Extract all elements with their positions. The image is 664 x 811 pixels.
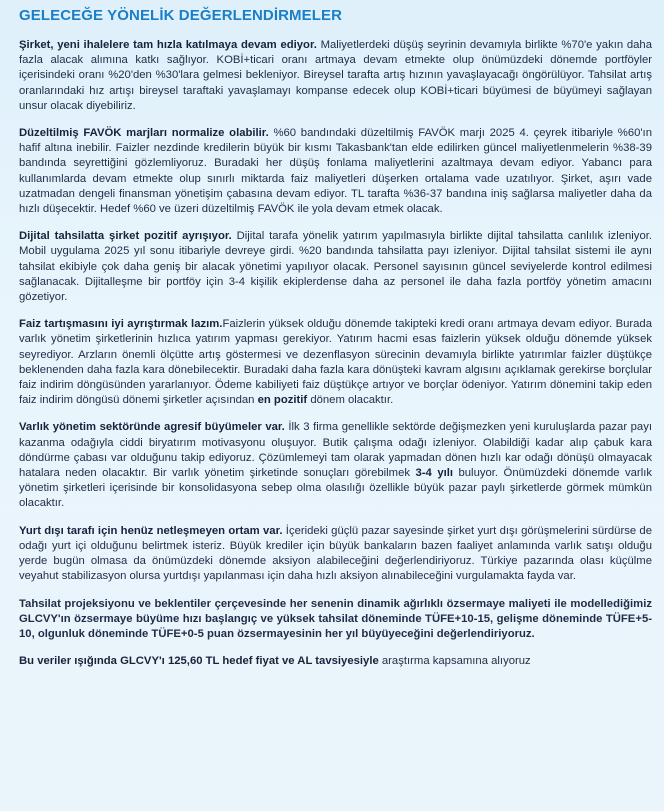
paragraph-body: Dijital tarafa yönelik yatırım yapılmasıyla birlikte dijital tahsilatta canlılık izleniyor. Mobil uygulama 2025 yıl sonu itibariyle devreye girdi. %20 bandında tahsilatta payı izleniyor. Dijital tahsilat sistemi ile aynı tahsilat ekibiyle çok daha geniş bir alacak yönetimi yapılıyor olacak. Personel sayısının güncel seviyelerde kontrol edilmesi sağlanacak. Dijitalleşme bir portföy için 3-4 kişilik ekiplerdense daha az personel ile daha fazla portföy yönetim amacını gözetiyor. [19,230,652,304]
paragraph-aggressive-growth [19,420,652,511]
emphasis-text: en pozitif [257,394,308,407]
paragraph-projection: Tahsilat projeksiyonu ve beklentiler çerçevesinde her senenin dinamik ağırlıklı özsermaye maliyeti ile modellediğimiz GLCVY'ın özsermaye büyüme hızı başlangıç ve yüksek tahsilat döneminde TÜFE+10-15, gelişme döneminde TÜFE+5-10, olgunluk döneminde TÜFE+0-5 puan özsermayesinin her yıl büyüyeceğini değerlendiriyoruz. [19,597,652,640]
paragraph-tenders [19,38,652,114]
paragraph-lead: Yurt dışı tarafı için henüz netleşmeyen ortam var. [19,524,283,537]
paragraph-lead: Düzeltilmiş FAVÖK marjları normalize olabilir. [19,127,269,140]
paragraph-digital-collection [19,229,652,305]
paragraph-tail: dönem olacaktır. [307,394,394,407]
paragraph-body: Maliyetlerdeki düşüş seyrinin devamıyla birlikte %70'e yakın daha fazla alacak alımına katkı sağlıyor. KOBİ+ticari oranı artmaya devam etmekte olup önümüzdeki dönemde portföyler içerisindeki oranı %20'den %30'lara gelmesi bekleniyor. Bireysel tarafta artış hızının yavaşlayacağı öngörülüyor. Tahsilat artış oranlarındaki hız artışı bireysel taraftaki yavaşlamayı kompanse edecek olup KOBİ+ticari büyümesi de büyümeyi sağlayan unsur olacak diyebiliriz. [19,39,652,112]
paragraph-body: İlk 3 firma genellikle sektörde değişmezken yeni kuruluşlarda pazar payı kazanma odağıyla ciddi biryatırım motivasyonu oluşuyor. Butik çalışma odağı izleniyor. Olabildiği kadar alıp çabuk kara döndürme çabası var olduğunu takip ediyoruz. Çözümlemeyi tam olarak yapmadan dönen hızlı kar odağı dönüşü olmayacak hatalara neden olacaktır. Bir varlık yönetim şirketinde sonuçları görebilmek [19,421,653,480]
paragraph-lead: Dijital tahsilatta şirket pozitif ayrışıyor. [19,230,232,243]
paragraph-conclusion [19,654,652,669]
paragraph-lead: Faiz tartışmasını iyi ayrıştırmak lazım. [19,318,223,331]
paragraph-favok-margins [19,126,652,217]
conclusion-lead: Bu veriler ışığında GLCVY'ı 125,60 TL hedef fiyat ve AL tavsiyesiyle [19,655,379,668]
paragraph-body: İçerideki güçlü pazar sayesinde şirket yurt dışı görüşmelerini sürdürse de odağı yurt içi olduğunu belirtmek isteriz. Büyük krediler için büyük bankaların bazen faaliyet anlamında varlık satışı olduğu yerde bugün olmasa da önümüzdeki dönemde aksiyon alabileceğini değerlendiriyoruz. Türkiye pazarında olası küçülme veyahut stabilizasyon olursa yurtdışı yapılanması için daha hızlı aksiyon alınabileceğini vurgulamakta fayda var. [19,524,652,583]
paragraph-interest-debate [19,317,652,408]
section-heading: GELECEĞE YÖNELİK DEĞERLENDİRMELER [19,7,343,24]
emphasis-text: 3-4 yılı [415,467,454,480]
paragraph-body: Faizlerin yüksek olduğu dönemde takipteki kredi oranı artmaya devam ediyor. Burada varlık yönetim şirketlerinin hızlıca yatırım yapması gerekiyor. Yatırım hacmi esas faizlerin yüksek olduğu dönemde yüksek seyrediyor. Arzların önemli ölçütte artış göstermesi ve dezenflasyon sürecinin devamıyla birlikte yatırımlar faizler düştükçe beklenenden daha fazla kara dönebilecektir. Buradaki daha fazla kara dönüşteki kavram algısını açıklamak gerekirse borçlular faiz indirim döngüsünden yararlanıyor. Ödeme kabiliyeti faiz düştükçe artıyor ve borçlar ödeniyor. Yatırım dönemini takip eden faiz indirim döngüsü dönemi şirketler açısından [19,318,652,407]
paragraph-lead: Şirket, yeni ihalelere tam hızla katılmaya devam ediyor. [19,39,317,51]
paragraph-body: %60 bandındaki düzeltilmiş FAVÖK marjı 2025 4. çeyrek itibariyle %60'ın hafif altına inebilir. Faizler nezdinde kredilerin büyük bir kısmı Takasbank'tan elde edilirken güncel maliyetlenmelerin %38-39 bandında seyrettiğini gözlemliyoruz. Buradaki her düşüş fonlama maliyetlerini azaltmaya devam ediyor. Yabancı para kullanımlarda devam etmekte olup sınırlı miktarda faiz maliyetleri düşerken ortalama vade uzatılıyor. Şirket, aşırı vade uzatmadan dengeli finansman yönetişim çabasına devam ediyor. TL tarafta %36-37 bandına iniş sağlarsa maliyetler daha da hızlı düşecektir. Hedef %60 ve üzeri düzeltilmiş FAVÖK ile yola devam etmek olacak. [19,127,652,216]
conclusion-body: araştırma kapsamına alıyoruz [378,655,531,668]
paragraph-abroad [19,524,652,585]
paragraph-lead: Varlık yönetim sektöründe agresif büyümeler var. [19,421,285,434]
paragraph-tail: buluyor. Önümüzdeki dönemde varlık yönetim şirketleri içerisinde bir konsolidasyona sebep olma olasılığı özellikle büyük pazar paylı şirketlerde görmek mümkün olacaktır. [19,467,652,510]
